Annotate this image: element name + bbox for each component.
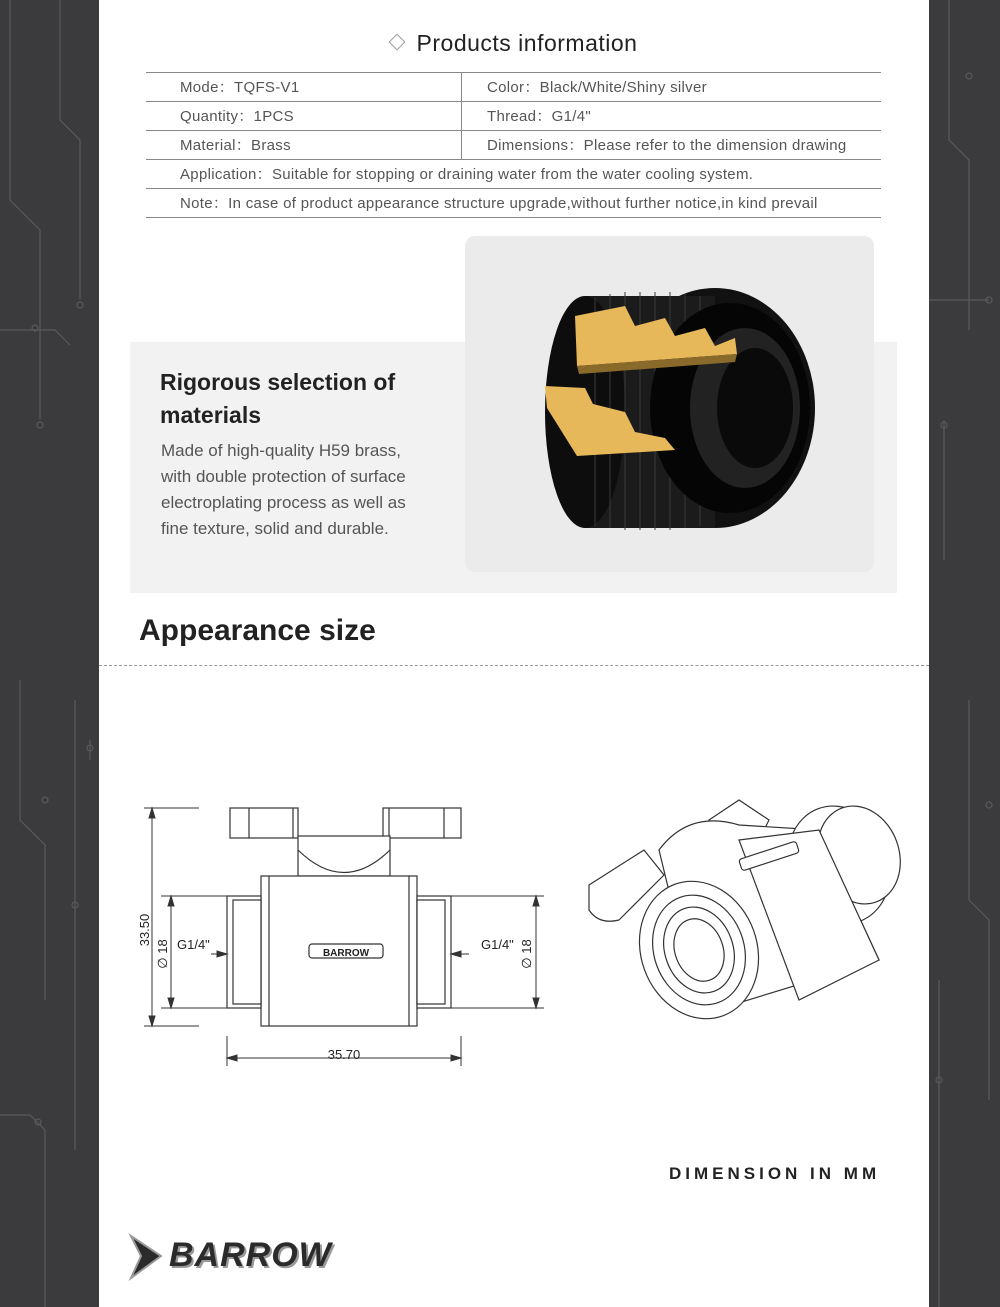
spec-dimensions: Dimensions：Please refer to the dimension drawing	[487, 137, 847, 154]
spec-note: Note：In case of product appearance structure upgrade,without further notice,in kind prevail	[180, 195, 818, 212]
circuit-decoration	[929, 0, 1000, 1307]
spec-application: Application：Suitable for stopping or draining water from the water cooling system.	[180, 166, 754, 183]
height-dimension: 33.50	[137, 913, 152, 947]
table-row	[146, 160, 881, 189]
circuit-decoration	[0, 0, 99, 1307]
left-side-panel	[0, 0, 99, 1307]
product-page	[99, 0, 929, 1307]
products-information-title: Products information	[99, 30, 929, 57]
spec-material: Material：Brass	[146, 131, 462, 159]
brand-logo-text: BARROW	[169, 1236, 332, 1274]
thread-right-label: G1/4"	[481, 937, 514, 952]
dia-right-label: ∅ 18	[519, 939, 534, 969]
table-row	[146, 189, 881, 218]
feature-description: Made of high-quality H59 brass, with double protection of surface electroplating process as well as fine texture, solid and durable.	[161, 441, 406, 538]
table-row	[146, 102, 881, 131]
spec-mode: Mode：TQFS-V1	[146, 73, 462, 101]
width-dimension: 35.70	[327, 1047, 361, 1062]
fitting-cutaway-image	[465, 236, 874, 572]
dia-left-label: ∅ 18	[155, 939, 170, 969]
dimension-drawing	[99, 700, 929, 1080]
handle-right	[383, 808, 461, 838]
barrow-logo-icon	[127, 1232, 167, 1282]
thread-left-label: G1/4"	[177, 937, 210, 952]
table-row	[146, 73, 881, 102]
spec-quantity: Quantity：1PCS	[146, 102, 462, 130]
right-side-panel	[929, 0, 1000, 1307]
handle-left	[230, 808, 298, 838]
isometric-view	[589, 792, 914, 1036]
spec-color: Color：Black/White/Shiny silver	[487, 79, 707, 96]
front-logo-label: BARROW	[322, 948, 370, 959]
feature-heading: Rigorous selection of materials	[160, 369, 396, 428]
dimension-in-mm-label: DIMENSION IN MM	[669, 1164, 881, 1183]
appearance-size-title: Appearance size	[139, 614, 376, 647]
spec-thread: Thread：G1/4"	[487, 108, 591, 125]
diamond-icon	[388, 34, 405, 51]
divider	[99, 665, 929, 666]
spec-table	[146, 72, 881, 218]
table-row	[146, 131, 881, 160]
